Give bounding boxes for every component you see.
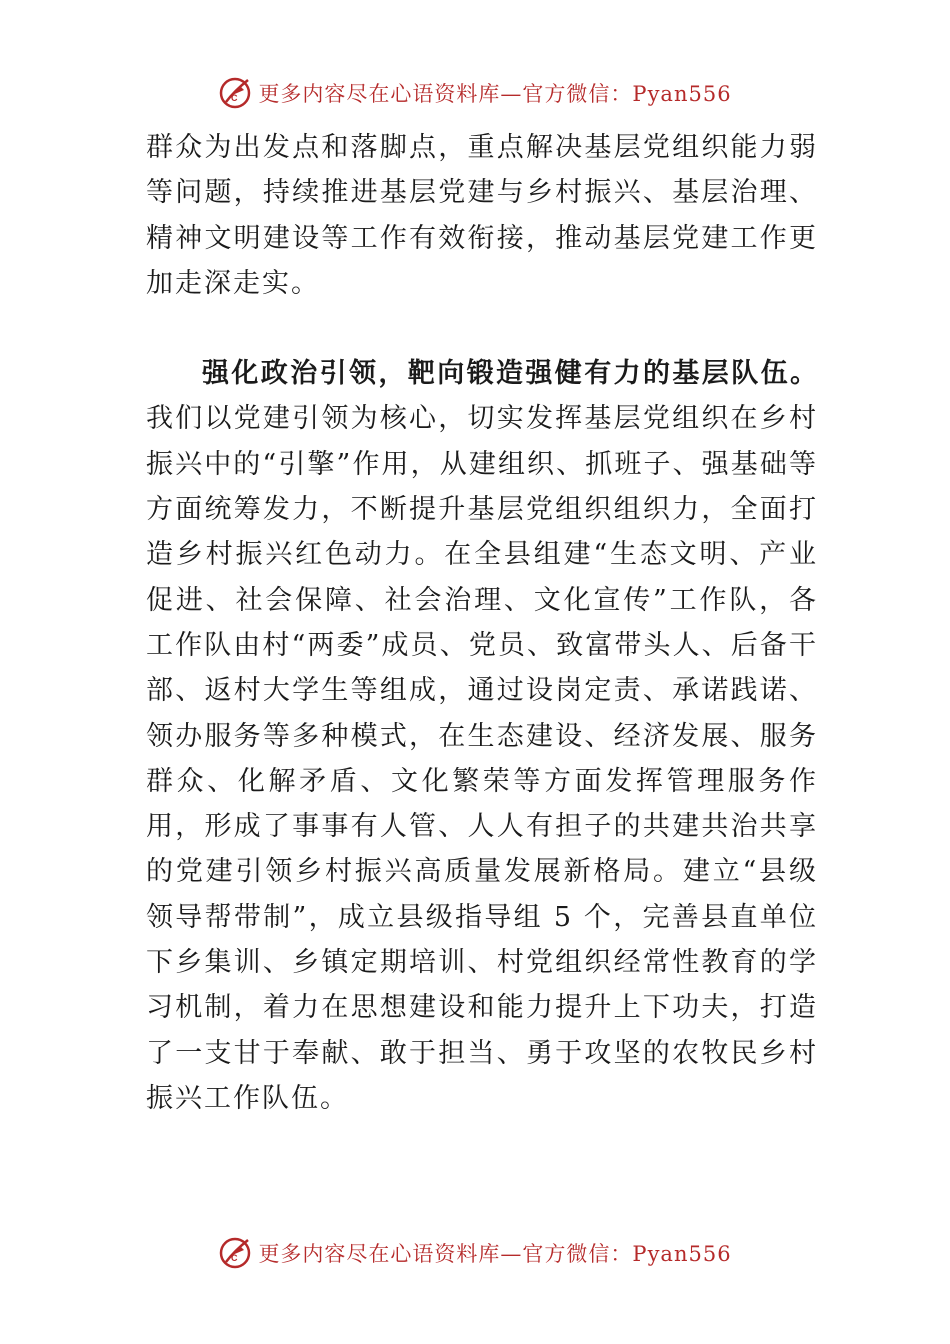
svg-text:C: C <box>231 1253 238 1263</box>
banner-text: 更多内容尽在心语资料库—官方微信：Pyan556 <box>258 1242 732 1266</box>
paragraph-1: 群众为出发点和落脚点，重点解决基层党组织能力弱等问题，持续推进基层党建与乡村振兴、基层治理、精神文明建设等工作有效衔接，推动基层党建工作更加走深走实。 <box>146 132 818 299</box>
svg-text:C: C <box>231 93 238 103</box>
header-banner <box>0 73 950 113</box>
quill-stamp-icon <box>218 76 252 110</box>
document-body <box>146 125 818 1121</box>
paragraph-2-body: 我们以党建引领为核心，切实发挥基层党组织在乡村振兴中的“引擎”作用，从建组织、抓班子、强基础等方面统筹发力，不断提升基层党组织组织力，全面打造乡村振兴红色动力。在全县组建“生态文明、产业促进、社会保障、社会治理、文化宣传”工作队，各工作队由村“两委”成员、党员、致富带头人、后备干部、返村大学生等组成，通过设岗定责、承诺践诺、领办服务等多种模式，在生态建设、经济发展、服务群众、化解矛盾、文化繁荣等方面发挥管理服务作用，形成了事事有人管、人人有担子的共建共治共享的党建引领乡村振兴高质量发展新格局。建立“县级领导帮带制”，成立县级指导组 5 个，完善县直单位下乡集训、乡镇定期培训、村党组织经常性教育的学习机制，着力在思想建设和能力提升上下功夫，打造了一支甘于奉献、敢于担当、勇于攻坚的农牧民乡村振兴工作队伍。 <box>146 403 818 1114</box>
paragraph-2-lead: 强化政治引领，靶向锻造强健有力的基层队伍。 <box>202 358 818 390</box>
paragraph-2 <box>146 351 818 1121</box>
footer-banner <box>0 1233 950 1273</box>
quill-stamp-icon <box>218 1236 252 1270</box>
banner-text: 更多内容尽在心语资料库—官方微信：Pyan556 <box>258 82 732 106</box>
